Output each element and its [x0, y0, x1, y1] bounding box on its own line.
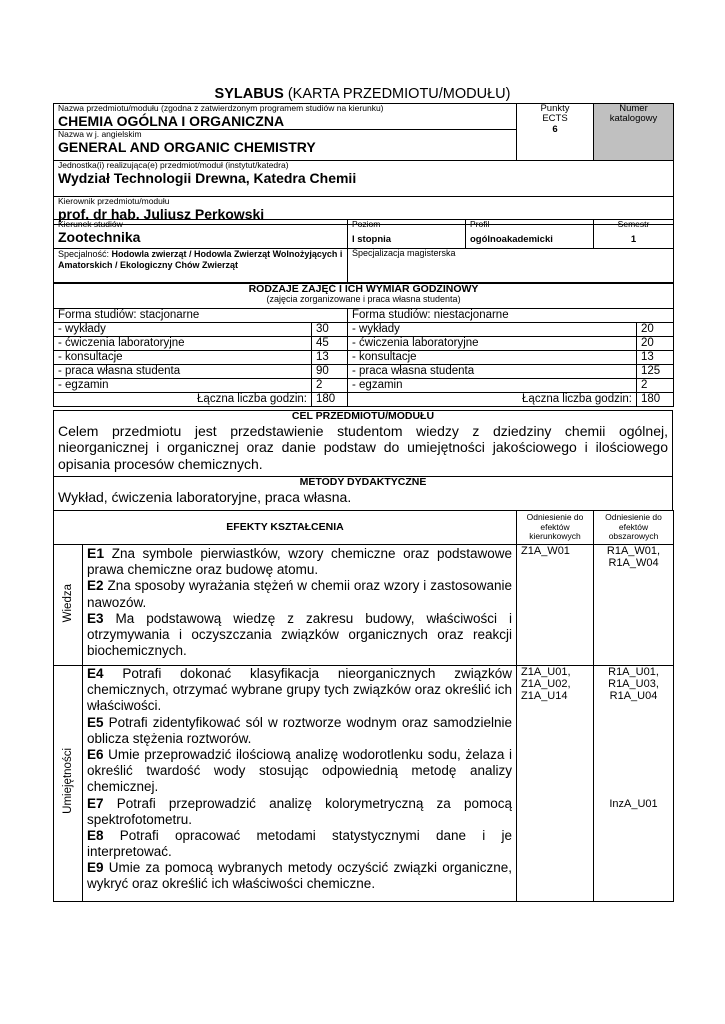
- effect-text: Potrafi opracować metodami statystycznymi dane i je interpretować.: [87, 827, 513, 860]
- total-ft: 180: [312, 393, 348, 407]
- hours-row-label: - wykłady: [54, 323, 312, 337]
- specialty-label: Specjalność:: [58, 249, 110, 259]
- effect-text: Potrafi przeprowadzić analizę kolorymetryczną za pomocą spektrofotometru.: [87, 795, 513, 827]
- skills-label: Umiejętności: [61, 748, 74, 815]
- level-label: Poziom: [352, 219, 381, 229]
- knowledge-area-codes: R1A_W01, R1A_W04: [606, 545, 661, 570]
- effect-text: Umie za pomocą wybranych metody oczyścić związki organiczne, wykryć oraz określić ich właściwości chemiczne.: [87, 860, 513, 892]
- effect-code: E9: [87, 860, 104, 876]
- profile-label: Profil: [470, 219, 490, 229]
- knowledge-label: Wiedza: [61, 583, 74, 622]
- effect-item: [87, 611, 512, 660]
- effect-code: E6: [87, 746, 104, 762]
- hours-row-pt: 125: [637, 365, 674, 379]
- effects-title: EFEKTY KSZTAŁCENIA: [54, 511, 517, 545]
- goal-title: CEL PRZEDMIOTU/MODUŁU: [291, 410, 435, 422]
- effect-item: [87, 796, 512, 828]
- hours-row-label: - egzamin: [54, 379, 312, 393]
- methods-text: Wykład, ćwiczenia laboratoryjne, praca własna.: [58, 488, 352, 505]
- semester-value: 1: [630, 233, 637, 245]
- level-value: I stopnia: [352, 233, 392, 245]
- subject-info-table: [53, 103, 674, 225]
- effects-table: [53, 510, 674, 902]
- skills-area-extra: InzA_U01: [609, 798, 658, 811]
- unit-label: Jednostka(i) realizująca(e) przedmiot/moduł (instytut/katedra): [58, 160, 289, 170]
- effect-item: [87, 828, 512, 860]
- profile-value: ogólnoakademicki: [470, 233, 553, 245]
- field-label: Kierunek studiów: [58, 219, 123, 229]
- effect-item: [87, 860, 512, 892]
- effect-text: Umie przeprowadzić ilościową analizę wodorotlenku sodu, żelaza i określić twardość wody stosując odpowiednią metodę analizy chemicznej.: [87, 746, 513, 795]
- hours-row-label: - praca własna studenta: [54, 365, 312, 379]
- effect-text: Zna sposoby wyrażania stężeń w chemii oraz wzory i zastosowanie nawozów.: [87, 578, 513, 610]
- hours-row-ft: 90: [312, 365, 348, 379]
- total-label: Łączna liczba godzin:: [54, 393, 312, 407]
- total-pt: 180: [637, 393, 674, 407]
- hours-row-label: - praca własna studenta: [348, 365, 637, 379]
- head-label: Kierownik przedmiotu/modułu: [58, 196, 170, 206]
- effect-text: Zna symbole pierwiastków, wzory chemiczne oraz podstawowe prawa chemiczne oraz budowę atomu.: [87, 546, 513, 578]
- hours-row-label: - wykłady: [348, 323, 637, 337]
- dir-effects-header: Odniesienie do efektów kierunkowych: [517, 511, 594, 545]
- effect-code: E3: [87, 610, 104, 626]
- full-time-label: Forma studiów: stacjonarne: [54, 309, 348, 323]
- effect-code: E1: [87, 545, 105, 561]
- head-value: prof. dr hab. Juliusz Perkowski: [58, 205, 265, 222]
- effect-text: Ma podstawową wiedzę z zakresu budowy, właściwości i otrzymywania i oczyszczania związków organicznych oraz reakcji biochemicznych.: [87, 610, 513, 659]
- effect-item: [87, 545, 512, 578]
- hours-title: RODZAJE ZAJĘĆ I ICH WYMIAR GODZINOWY: [248, 283, 479, 295]
- catalog-number-label: Numer katalogowy: [609, 103, 658, 125]
- effect-code: E2: [87, 578, 104, 594]
- unit-value: Wydział Technologii Drewna, Katedra Chemii: [58, 169, 357, 186]
- title-rest: (KARTA PRZEDMIOTU/MODUŁU): [283, 86, 511, 102]
- area-effects-header: Odniesienie do efektów obszarowych: [594, 511, 674, 545]
- skills-dir-codes: Z1A_U01, Z1A_U02, Z1A_U14: [521, 666, 571, 703]
- hours-row-ft: 2: [312, 379, 348, 393]
- hours-row-label: - ćwiczenia laboratoryjne: [54, 337, 312, 351]
- hours-row-label: - konsultacje: [348, 351, 637, 365]
- subject-name: CHEMIA OGÓLNA I ORGANICZNA: [58, 112, 285, 129]
- hours-subtitle: (zajęcia zorganizowane i praca własna studenta): [266, 294, 461, 305]
- hours-table: [53, 283, 674, 407]
- ects-value: 6: [552, 123, 558, 135]
- title-bold: SYLABUS: [214, 86, 284, 102]
- hours-row-pt: 13: [637, 351, 674, 365]
- english-name: GENERAL AND ORGANIC CHEMISTRY: [58, 138, 316, 155]
- effect-item: [87, 666, 512, 715]
- subject-name-label: Nazwa przedmiotu/modułu (zgodna z zatwierdzonym programem studiów na kierunku): [58, 103, 384, 113]
- hours-row-label: - ćwiczenia laboratoryjne: [348, 337, 637, 351]
- hours-row-ft: 30: [312, 323, 348, 337]
- hours-row-ft: 45: [312, 337, 348, 351]
- goal-table: [53, 410, 673, 511]
- effect-code: E5: [87, 714, 104, 730]
- specialty-value: Hodowla zwierząt / Hodowla Zwierząt Wolnożyjących i Amatorskich / Ekologiczny Chów Zwierząt: [58, 249, 343, 270]
- document-title: [0, 86, 725, 102]
- english-name-label: Nazwa w j. angielskim: [54, 129, 516, 139]
- field-table: [53, 219, 674, 283]
- effect-text: Potrafi dokonać klasyfikacja nieorganicznych związków chemicznych, otrzymać wybrane grupy tych związków oraz określić ich właściwości.: [87, 666, 513, 714]
- knowledge-dir-codes: Z1A_W01: [521, 545, 570, 557]
- hours-row-pt: 20: [637, 337, 674, 351]
- effect-code: E7: [87, 795, 104, 811]
- effect-item: [87, 715, 512, 747]
- hours-row-ft: 13: [312, 351, 348, 365]
- part-time-label: Forma studiów: niestacjonarne: [348, 309, 674, 323]
- hours-row-pt: 20: [637, 323, 674, 337]
- effect-code: E8: [87, 827, 104, 843]
- methods-title: METODY DYDAKTYCZNE: [299, 476, 427, 488]
- semester-label: Semestr: [617, 219, 650, 229]
- goal-text: Celem przedmiotu jest przedstawienie studentom wiedzy z dziedziny chemii ogólnej, nieorganicznej i organicznej oraz danie podstaw do umiejętności jakościowego i ilościowego opisania procesów chemicznych.: [58, 422, 668, 473]
- master-spec-label: Specjalizacja magisterska: [352, 248, 456, 258]
- hours-row-pt: 2: [637, 379, 674, 393]
- effect-text: Potrafi zidentyfikować sól w roztworze wodnym oraz samodzielnie oblicza stężenia roztworów.: [87, 714, 513, 746]
- ects-label: Punkty ECTS: [540, 103, 570, 125]
- effect-item: [87, 747, 512, 796]
- hours-row-label: - konsultacje: [54, 351, 312, 365]
- field-value: Zootechnika: [58, 228, 141, 245]
- hours-row-label: - egzamin: [348, 379, 637, 393]
- total-label: Łączna liczba godzin:: [348, 393, 637, 407]
- effect-item: [87, 578, 512, 610]
- effect-code: E4: [87, 666, 104, 681]
- skills-area-codes: R1A_U01, R1A_U03, R1A_U04: [608, 666, 659, 703]
